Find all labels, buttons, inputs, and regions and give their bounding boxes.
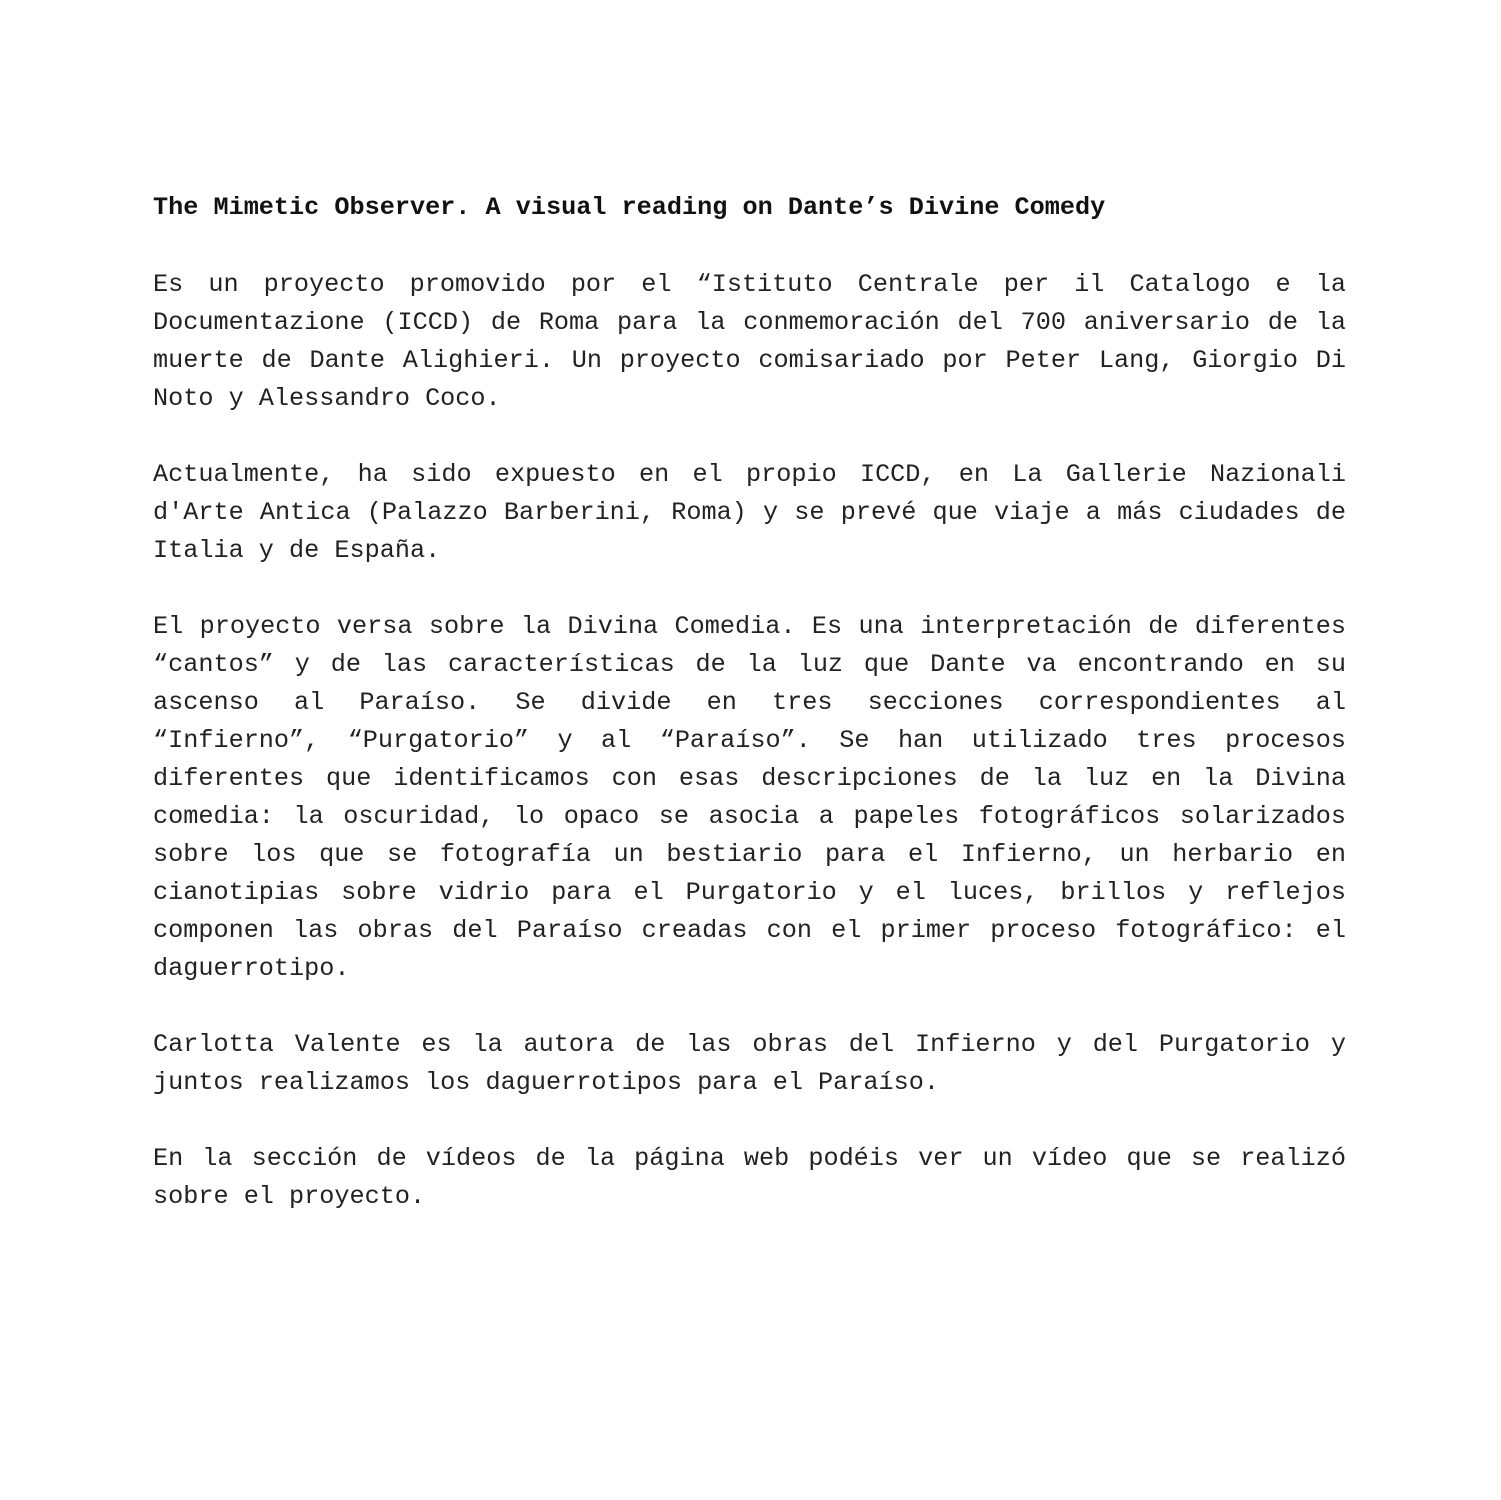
paragraph-project-intro: Es un proyecto promovido por el “Istituto Centrale per il Catalogo e la Documentazione (ICCD) de Roma para la conmemoración del 700 aniversario de la muerte de Dante Alighieri. Un proyecto comisariado por Peter Lang, Giorgio Di Noto y Alessandro Coco. xyxy=(153,270,1346,413)
paragraph-authorship: Carlotta Valente es la autora de las obras del Infierno y del Purgatorio y juntos realizamos los daguerrotipos para el Paraíso. xyxy=(153,1030,1346,1097)
document-title: The Mimetic Observer. A visual reading on Dante’s Divine Comedy xyxy=(153,193,1106,222)
paragraph-video-note: En la sección de vídeos de la página web podéis ver un vídeo que se realizó sobre el proyecto. xyxy=(153,1144,1346,1211)
paragraph-project-description: El proyecto versa sobre la Divina Comedia. Es una interpretación de diferentes “cantos” y de las características de la luz que Dante va encontrando en su ascenso al Paraíso. Se divide en tres secciones correspondientes al “Infierno”, “Purgatorio” y al “Paraíso”. Se han utilizado tres procesos diferentes que identificamos con esas descripciones de la luz en la Divina comedia: la oscuridad, lo opaco se asocia a papeles fotográficos solarizados sobre los que se fotografía un bestiario para el Infierno, un herbario en cianotipias sobre vidrio para el Purgatorio y el luces, brillos y reflejos componen las obras del Paraíso creadas con el primer proceso fotográfico: el daguerrotipo. xyxy=(153,612,1346,983)
document-page xyxy=(153,190,1346,1254)
paragraph-exhibitions: Actualmente, ha sido expuesto en el propio ICCD, en La Gallerie Nazionali d'Arte Antica (Palazzo Barberini, Roma) y se prevé que viaje a más ciudades de Italia y de España. xyxy=(153,460,1346,565)
